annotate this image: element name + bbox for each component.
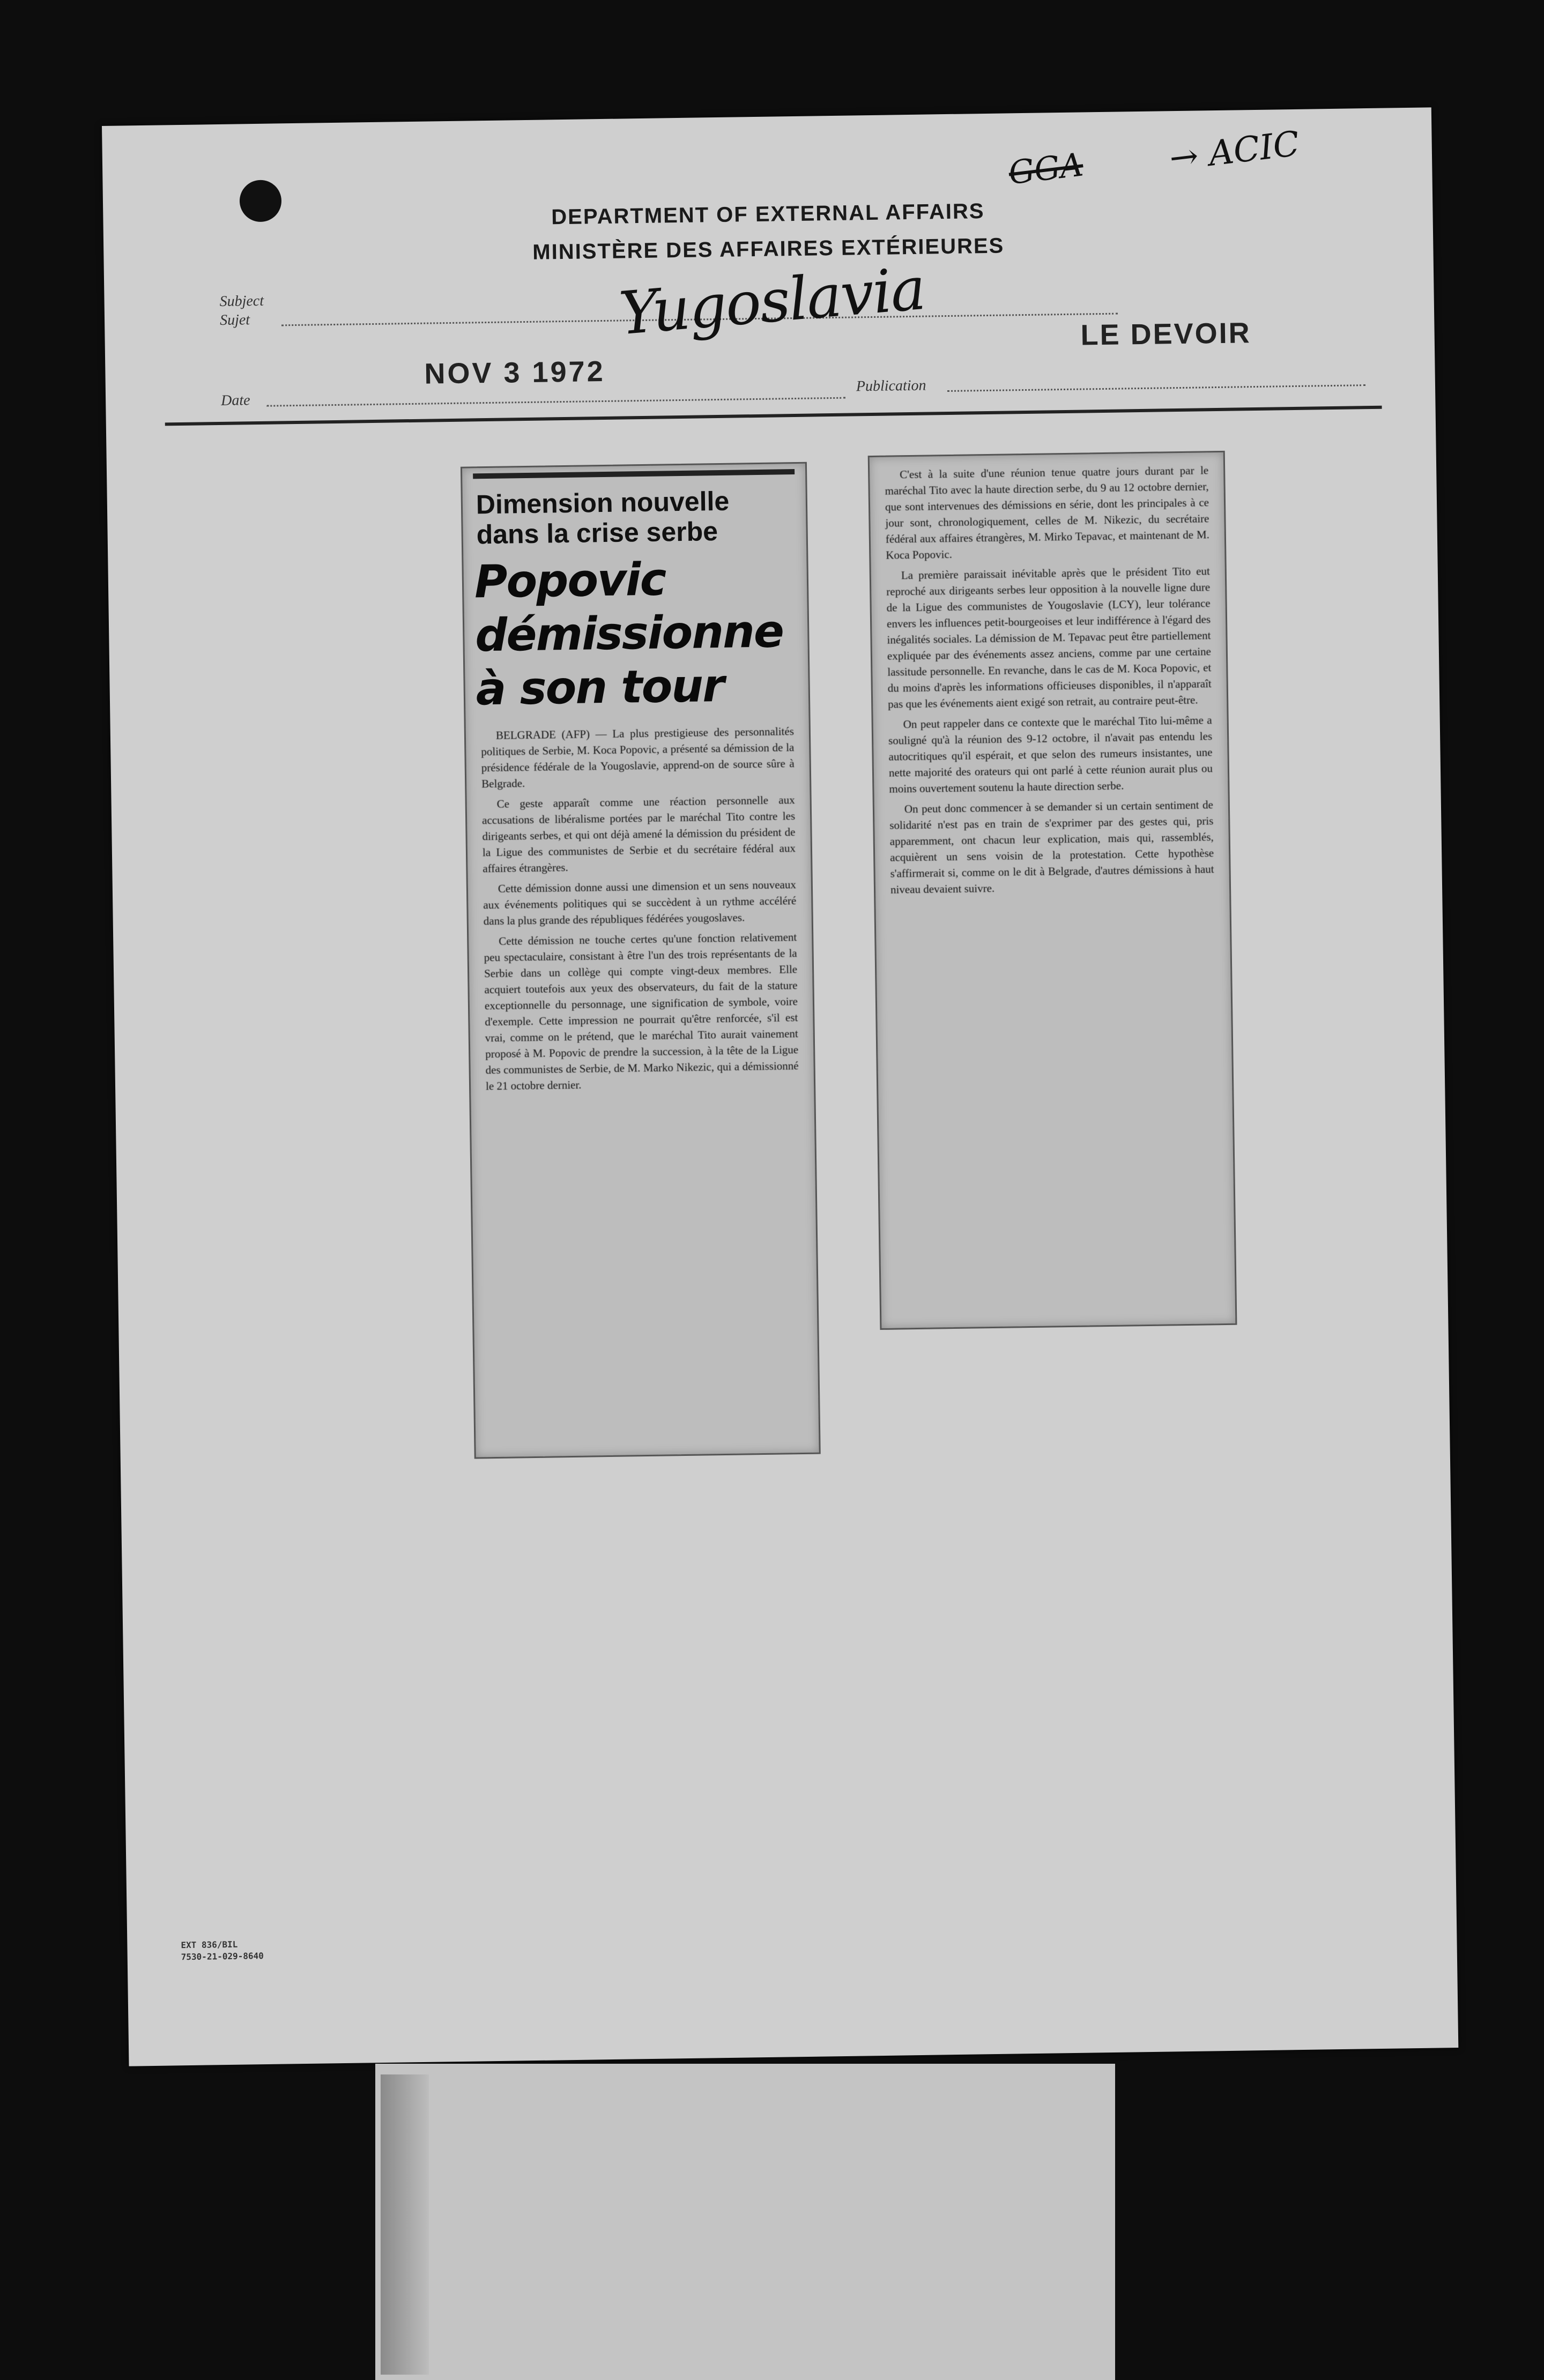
department-name-fr: MINISTÈRE DES AFFAIRES EXTÉRIEURES [532, 234, 1005, 264]
publication-label: Publication [856, 377, 926, 395]
article-kicker: Dimension nouvelle dans la crise serbe [476, 486, 730, 550]
form-code [181, 1938, 264, 1963]
subject-label: Subject [219, 292, 264, 310]
paragraph: Ce geste apparaît comme une réaction personnelle aux accusations de libéralisme portées par le maréchal Tito contre les dirigeants serbes, et qui ont déjà amené la démission du président de la Ligue des communistes de Serbie et du secrétaire fédéral aux affaires étrangères. [481, 793, 796, 875]
article-body-right [885, 462, 1214, 897]
form-code-line: EXT 836/BIL [181, 1939, 238, 1951]
paragraph: Cette démission ne touche certes qu'une fonction relativement peu spectaculaire, consistant à être l'un des trois représentants de la Serbie dans un collège qui compte vingt-deux membres. Elle acquiert toutefois aux yeux des observateurs, du fait de la stature exceptionnelle du personnage, une signification de symbole, voire d'exemple. Cette impression ne pourrait qu'être renforcée, s'il est vrai, comme on le prétend, que le maréchal Tito aurait vainement proposé à M. Popovic de prendre la succession, à la tête de la Ligue des communistes de Serbie, de M. Marko Nikezic, qui a démissionné le 21 octobre dernier. [484, 931, 799, 1093]
paragraph: La première paraissait inévitable après que le président Tito eut reproché aux dirigeants serbes leur opposition à la nouvelle ligne dure de la Ligue des communistes de Yougoslavie (LCY), leur tolérance envers les influences petit-bourgeoises et leur indifférence à l'égard des inégalités sociales. La démission de M. Tepavac peut être partiellement expliquée par des événements assez anciens, comme par une certaine lassitude personnelle. En revanche, dans le cas de M. Koca Popovic, et du moins d'après les informations officieuses disponibles, il n'apparaît pas que les événements aient exigé son retrait, au contraire peut-être. [886, 564, 1212, 711]
paragraph: Cette démission donne aussi une dimension et un sens nouveaux aux événements politiques qui se succèdent à un rythme accéléré dans la plus grande des républiques fédérées yougoslaves. [483, 878, 797, 928]
clipping-top-rule [473, 469, 795, 479]
paragraph: C'est à la suite d'une réunion tenue quatre jours durant par le maréchal Tito avec la haute direction serbe, du 9 au 12 octobre dernier, que sont intervenues des démissions en série, dont les principales à ce jour sont, chronologiquement, celles de M. Nikezic, du secrétaire fédéral aux affaires étrangères, M. Mirko Tepavac, et maintenant de M. Koca Popovic. [885, 464, 1210, 562]
sujet-label: Sujet [219, 311, 250, 329]
routing-mark: → ACIC [1167, 124, 1302, 179]
document-sheet [102, 107, 1458, 2066]
paragraph: On peut rappeler dans ce contexte que le maréchal Tito lui-même a souligné qu'à la réunion des 9-12 octobre, il n'avait pas entendu les autocritiques qu'il espérait, et que selon des rumeurs insistantes, une nette majorité des orateurs qui ont parlé à cette réunion aurait plus ou moins ouvertement soutenu la haute direction serbe. [888, 713, 1213, 795]
header-rule [165, 406, 1382, 426]
clipping-right-column [868, 451, 1237, 1330]
publication-value: LE DEVOIR [1080, 317, 1252, 352]
date-value: NOV 3 1972 [424, 355, 606, 390]
publication-line [947, 384, 1365, 392]
underlying-sheet [375, 2064, 1115, 2380]
date-line [266, 397, 845, 407]
department-name-en: DEPARTMENT OF EXTERNAL AFFAIRS [551, 199, 985, 229]
binder-edge [381, 2074, 429, 2375]
article-body-left [481, 723, 799, 1094]
paragraph: BELGRADE (AFP) — La plus prestigieuse des personnalités politiques de Serbie, M. Koca Popovic, a présenté sa démission de la présidence fédérale de la Yougoslavie, apprend-on de source sûre à Belgrade. [481, 725, 795, 791]
paragraph: On peut donc commencer à se demander si un certain sentiment de solidarité n'est pas en train de s'exprimer par des gestes qui, pris apparemment, ont chacun leur explication, mais qui, rassemblés, acquièrent un sens voisin de la protestation. Cette hypothèse s'affirmerait si, comme on le dit à Belgrade, d'autres démissions à haut niveau devaient suivre. [889, 798, 1214, 896]
article-headline: Popovic démissionne à son tour [474, 553, 784, 716]
clipping-left-column [461, 462, 821, 1459]
form-code-line: 7530-21-029-8640 [181, 1951, 264, 1962]
date-label: Date [220, 392, 250, 409]
routing-struck-mark: GGA [1006, 146, 1086, 192]
subject-value: Yugoslavia [617, 254, 927, 348]
